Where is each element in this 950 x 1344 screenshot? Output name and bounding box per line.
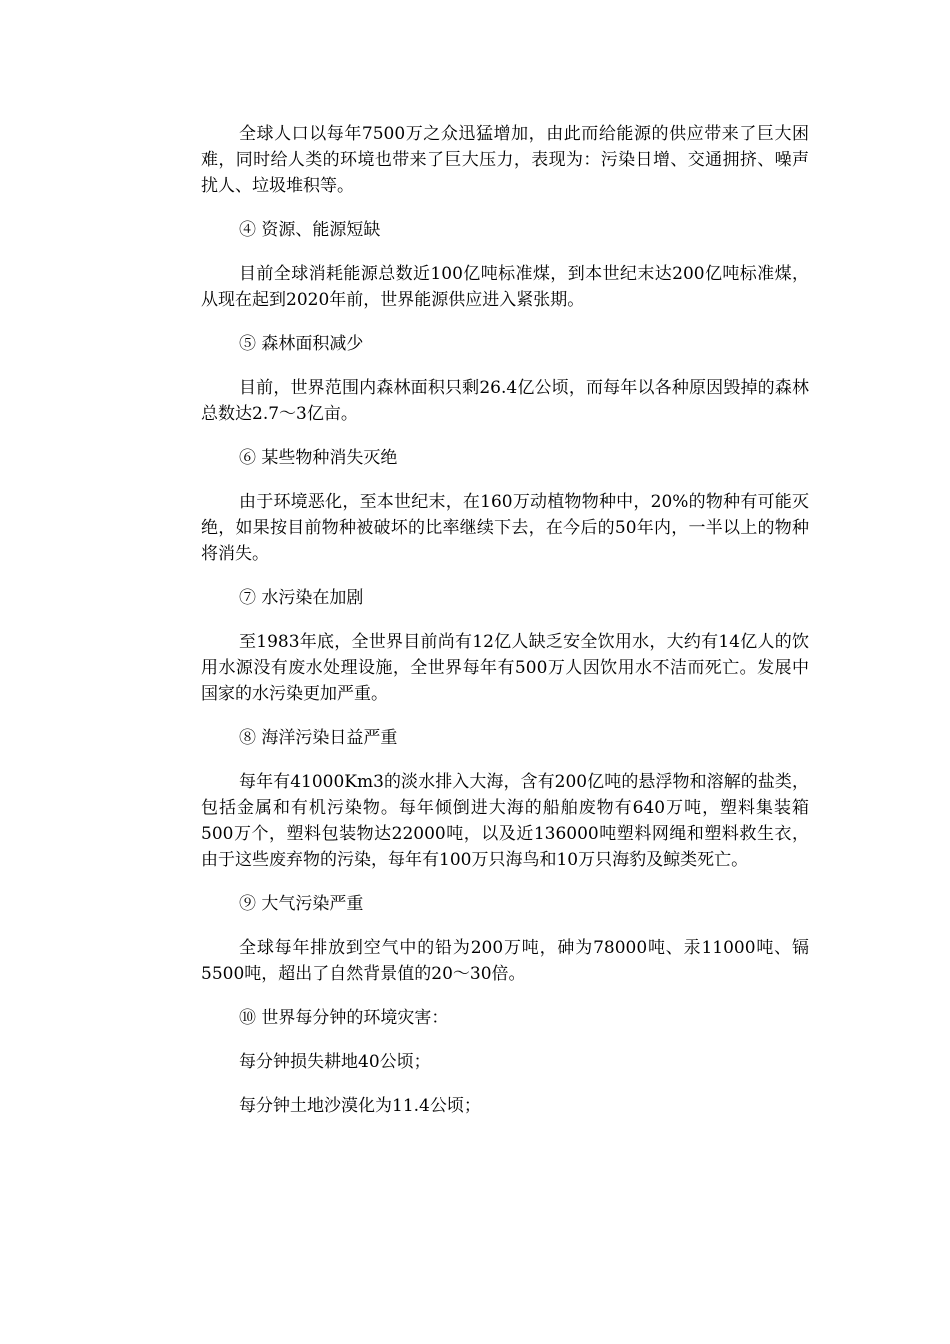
heading-species-extinction: ⑥ 某些物种消失灭绝 <box>239 448 398 468</box>
paragraph-farmland-loss: 每分钟损失耕地40公顷； <box>239 1052 431 1072</box>
paragraph-population: 全球人口以每年7500万之众迅猛增加，由此而给能源的供应带来了巨大困难，同时给人类的环境也带来了巨大压力，表现为：污染日增、交通拥挤、噪声扰人、垃圾堆积等。 <box>201 124 809 196</box>
document-body <box>201 121 809 1137</box>
paragraph-air: 全球每年排放到空气中的铅为200万吨，砷为78000吨、汞11000吨、镉5500吨，超出了自然背景值的20～30倍。 <box>201 938 809 984</box>
heading-per-minute-disasters: ⑩ 世界每分钟的环境灾害： <box>239 1008 449 1028</box>
paragraph-desertification: 每分钟土地沙漠化为11.4公顷； <box>239 1096 481 1116</box>
paragraph-species: 由于环境恶化，至本世纪末，在160万动植物物种中，20%的物种有可能灭绝，如果按目前物种被破坏的比率继续下去，在今后的50年内，一半以上的物种将消失。 <box>201 492 809 564</box>
heading-forest-decrease: ⑤ 森林面积减少 <box>239 334 364 354</box>
heading-resource-shortage: ④ 资源、能源短缺 <box>239 220 381 240</box>
paragraph-water: 至1983年底，全世界目前尚有12亿人缺乏安全饮用水，大约有14亿人的饮用水源没有废水处理设施，全世界每年有500万人因饮用水不洁而死亡。发展中国家的水污染更加严重。 <box>201 632 809 704</box>
heading-water-pollution: ⑦ 水污染在加剧 <box>239 588 364 608</box>
paragraph-forest: 目前，世界范围内森林面积只剩26.4亿公顷，而每年以各种原因毁掉的森林总数达2.7～3亿亩。 <box>201 378 809 424</box>
paragraph-energy: 目前全球消耗能源总数近100亿吨标准煤，到本世纪末达200亿吨标准煤，从现在起到2020年前，世界能源供应进入紧张期。 <box>201 264 809 310</box>
paragraph-ocean: 每年有41000Km3的淡水排入大海，含有200亿吨的悬浮物和溶解的盐类，包括金属和有机污染物。每年倾倒进大海的船舶废物有640万吨，塑料集装箱500万个，塑料包装物达22000吨，以及近136000吨塑料网绳和塑料救生衣，由于这些废弃物的污染，每年有100万只海鸟和10万只海豹及鲸类死亡。 <box>201 772 809 870</box>
heading-ocean-pollution: ⑧ 海洋污染日益严重 <box>239 728 398 748</box>
heading-air-pollution: ⑨ 大气污染严重 <box>239 894 364 914</box>
